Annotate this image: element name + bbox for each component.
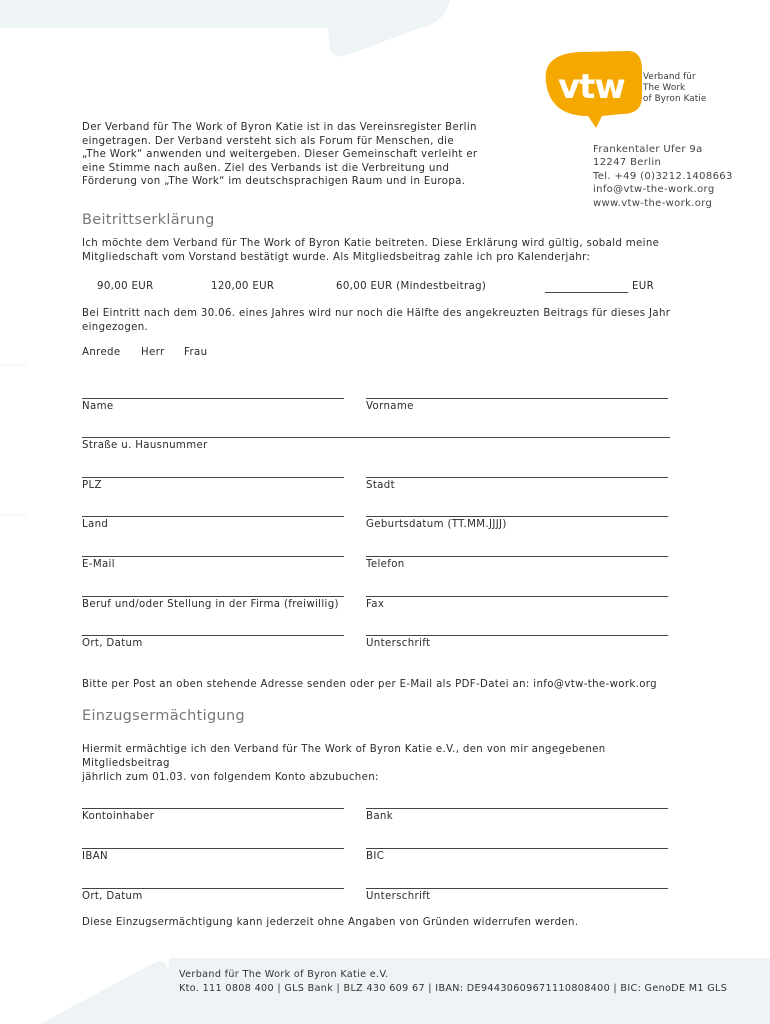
mandate-heading: Einzugsermächtigung — [82, 708, 245, 724]
footer — [179, 968, 727, 996]
job-label: Beruf und/oder Stellung in der Firma (freiwillig) — [82, 599, 339, 610]
iban-label: IBAN — [82, 851, 108, 862]
phone-line[interactable] — [366, 556, 668, 557]
mandate-place-date-line[interactable] — [82, 888, 344, 889]
intro-line: eingetragen. Der Verband versteht sich als Forum für Menschen, die — [82, 135, 454, 147]
zip-label: PLZ — [82, 480, 102, 491]
intro-text — [82, 121, 502, 189]
email-label: E-Mail — [82, 559, 115, 570]
fee-option-90[interactable]: 90,00 EUR — [97, 281, 154, 292]
mandate-text-line: Hiermit ermächtige ich den Verband für The Work of Byron Katie e.V., den von mir angegebenen Mitgliedsbeitrag — [82, 744, 606, 770]
birthdate-label: Geburtsdatum (TT.MM.JJJJ) — [366, 519, 507, 530]
address-block — [593, 143, 733, 210]
salutation-label: Anrede — [82, 347, 121, 358]
logo-name-line: of Byron Katie — [643, 94, 707, 104]
intro-line: „The Work“ anwenden und weitergeben. Dieser Gemeinschaft verleiht er — [82, 149, 478, 160]
fee-option-120[interactable]: 120,00 EUR — [211, 281, 275, 292]
mandate-place-date-label: Ort, Datum — [82, 891, 143, 902]
mandate-text — [82, 743, 692, 786]
bank-line[interactable] — [366, 808, 668, 809]
half-year-note — [82, 307, 692, 335]
birthdate-line[interactable] — [366, 516, 668, 517]
intro-line: Förderung von „The Work“ im deutschsprachigen Raum und in Europa. — [82, 176, 466, 187]
revoke-note: Diese Einzugsermächtigung kann jederzeit ohne Angaben von Gründen widerrufen werden. — [82, 917, 579, 928]
phone-label: Telefon — [366, 559, 405, 570]
intro-line: Der Verband für The Work of Byron Katie ist in das Vereinsregister Berlin — [82, 122, 477, 133]
job-line[interactable] — [82, 596, 344, 597]
salutation-herr[interactable]: Herr — [141, 347, 165, 358]
fax-line[interactable] — [366, 596, 668, 597]
membership-text-line: Ich möchte dem Verband für The Work of Byron Katie beitreten. Diese Erklärung wird gültig, sobald meine — [82, 238, 660, 249]
place-date-line[interactable] — [82, 635, 344, 636]
first-name-line[interactable] — [366, 398, 668, 399]
bic-line[interactable] — [366, 848, 668, 849]
membership-text — [82, 237, 692, 265]
holder-line[interactable] — [82, 808, 344, 809]
logo-name-line: Verband für — [643, 72, 696, 82]
salutation-frau[interactable]: Frau — [184, 347, 208, 358]
place-date-label: Ort, Datum — [82, 638, 143, 649]
signature-label: Unterschrift — [366, 638, 431, 649]
country-label: Land — [82, 519, 109, 530]
address-street: Frankentaler Ufer 9a — [593, 144, 703, 155]
membership-text-line: Mitgliedschaft vom Vorstand bestätigt wurde. Als Mitgliedsbeitrag zahle ich pro Kalenderjahr: — [82, 252, 591, 264]
footer-bank-details: Kto. 111 0808 400 | GLS Bank | BLZ 430 609 67 | IBAN: DE94430609671110808400 | BIC: GenoDE M1 GLS — [179, 983, 728, 994]
send-note: Bitte per Post an oben stehende Adresse senden oder per E-Mail als PDF-Datei an: info@vtw-the-work.org — [82, 679, 657, 690]
holder-label: Kontoinhaber — [82, 811, 155, 822]
signature-line[interactable] — [366, 635, 668, 636]
address-email[interactable]: info@vtw-the-work.org — [593, 184, 715, 196]
name-label: Name — [82, 401, 114, 412]
city-label: Stadt — [366, 480, 395, 491]
mandate-signature-label: Unterschrift — [366, 891, 431, 902]
logo-name-line: The Work — [643, 83, 686, 93]
address-city: 12247 Berlin — [593, 157, 662, 169]
email-line[interactable] — [82, 556, 344, 557]
bank-label: Bank — [366, 811, 393, 822]
logo-mark: vtw — [558, 67, 625, 107]
top-banner-shape — [0, 0, 450, 56]
half-year-note-line: eingezogen. — [82, 322, 149, 334]
city-line[interactable] — [366, 477, 668, 478]
address-phone: Tel. +49 (0)3212.1408663 — [593, 170, 733, 182]
name-line[interactable] — [82, 398, 344, 399]
country-line[interactable] — [82, 516, 344, 517]
logo-name — [643, 72, 706, 105]
first-name-label: Vorname — [366, 401, 414, 412]
street-line[interactable] — [82, 437, 670, 438]
iban-line[interactable] — [82, 848, 344, 849]
address-web[interactable]: www.vtw-the-work.org — [593, 197, 713, 209]
bic-label: BIC — [366, 851, 385, 862]
membership-heading: Beitrittserklärung — [82, 212, 215, 228]
mandate-text-line: jährlich zum 01.03. von folgendem Konto abzubuchen: — [82, 772, 379, 784]
fee-custom-line[interactable] — [545, 292, 628, 293]
intro-line: eine Stimme nach außen. Ziel des Verbands ist die Verbreitung und — [82, 162, 450, 174]
fee-custom-unit: EUR — [632, 281, 655, 292]
fee-option-60[interactable]: 60,00 EUR (Mindestbeitrag) — [336, 281, 487, 292]
fax-label: Fax — [366, 599, 385, 610]
mandate-signature-line[interactable] — [366, 888, 668, 889]
zip-line[interactable] — [82, 477, 344, 478]
half-year-note-line: Bei Eintritt nach dem 30.06. eines Jahres wird nur noch die Hälfte des angekreuzten Beitrags für dieses Jahr — [82, 308, 671, 319]
footer-org: Verband für The Work of Byron Katie e.V. — [179, 969, 389, 980]
street-label: Straße u. Hausnummer — [82, 440, 208, 451]
